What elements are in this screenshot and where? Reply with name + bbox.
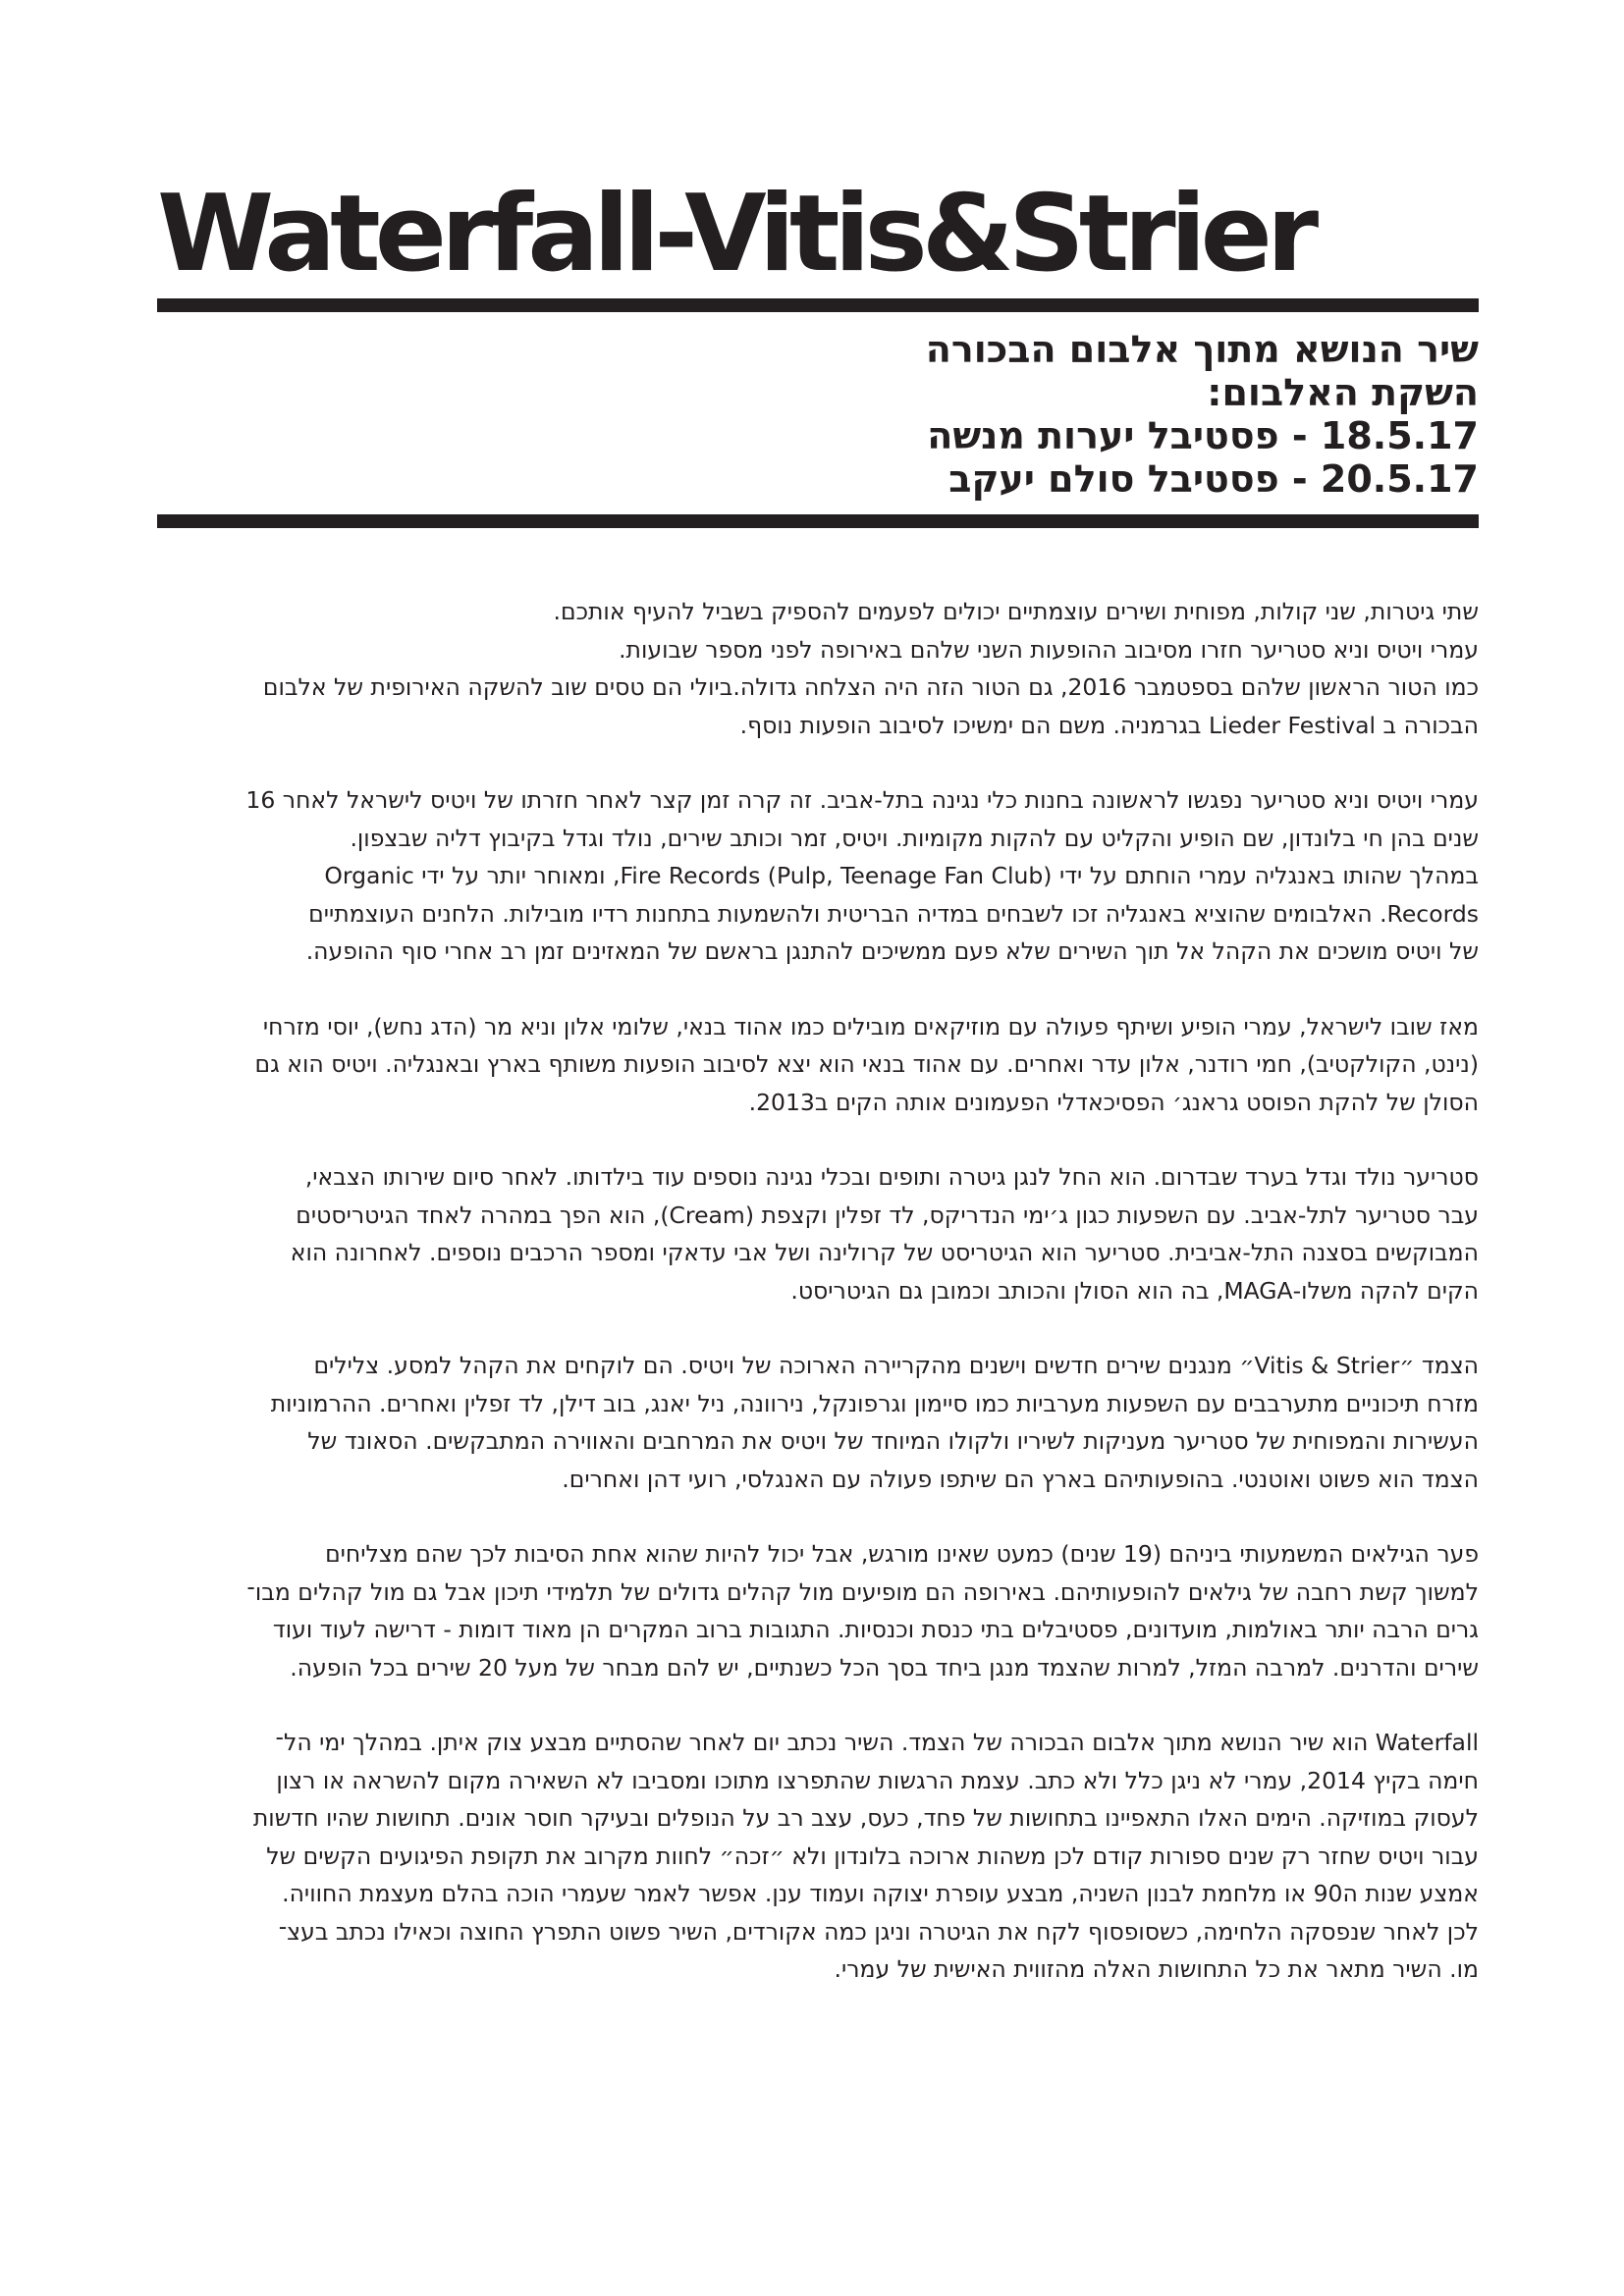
document-page [157,177,1479,2026]
paragraph [157,1008,1479,1122]
paragraph [157,593,1479,744]
text-line: מזרח תיכוניים מתערבבים עם השפעות מערביות כמו סיימון וגרפונקל, נירוונה, ניל יאנג, בוב דילן, לד זפלין ואחרים. ההרמוניות [270,1389,1479,1417]
text-line: הצמד הוא פשוט ואוטנטי. בהופעותיהם בארץ הם שיתפו פעולה עם האנגלסי, רועי דהן ואחרים. [562,1465,1479,1493]
subheading-line: 20.5.17 - פסטיבל סולם יעקב [948,457,1479,501]
text-line: העשירות והמפוחית של סטריער מעניקות לשיריו ולקולו המיוחד של ויטיס את המרחבים והאווירה המתבקשים. הסאונד של [307,1427,1479,1455]
subheading-line: השקת האלבום: [1207,371,1479,414]
text-line: (נינט, הקולקטיב), חמי רודנר, אלון עדר ואחרים. עם אהוד בנאי הוא יצא לסיבוב הופעות משותף בארץ ובאנגליה. ויטיס הוא גם [254,1050,1479,1078]
text-line: למשוך קשת רחבה של גילאים להופעותיהם. באירופה הם מופיעים מול קהלים גדולים של תלמידי תיכון אבל גם מול קהלים מבו־ [246,1577,1479,1606]
text-line: חימה בקיץ 2014, עמרי לא ניגן כלל ולא כתב. עצמת הרגשות שהתפרצו מתוכו ומסביבו לא השאירה מקום להשראה או רצון [276,1766,1479,1794]
subheading-line: שיר הנושא מתוך אלבום הבכורה [925,328,1479,371]
paragraph [157,781,1479,971]
subheading-block [157,328,1479,501]
text-line: עבר סטריער לתל-אביב. עם השפעות כגון ג׳ימי הנדריקס, לד זפלין וקצפת (Cream), הוא הפך במהרה לאחד הגיטריסטים [296,1201,1479,1229]
text-line: Waterfall הוא שיר הנושא מתוך אלבום הבכורה של הצמד. השיר נכתב יום לאחר שהסתיים מבצע צוק איתן. במהלך ימי הל־ [275,1729,1479,1756]
article-body [157,593,1479,1989]
text-line: שנים בהן חי בלונדון, שם הופיע והקליט עם להקות מקומיות. ויטיס, זמר וכותב שירים, נולד וגדל בקיבוץ דליה שבצפון. [350,824,1479,852]
paragraph [157,1158,1479,1309]
page-title: Waterfall-Vitis&Strier [157,177,1314,295]
text-line: לכן לאחר שנפסקה הלחימה, כשסופסוף לקח את הגיטרה וניגן כמה אקורדים, השיר פשוט התפרץ החוצה וכאילו נכתב בעצ־ [278,1917,1479,1946]
subheading-line: 18.5.17 - פסטיבל יערות מנשה [927,414,1479,457]
text-line: מו. השיר מתאר את כל התחושות האלה מהזווית האישית של עמרי. [834,1955,1479,1983]
text-line: הצמד ״Vitis & Strier״ מנגנים שירים חדשים וישנים מהקריירה הארוכה של ויטיס. הם לוקחים את הקהל למסע. צלילים [313,1352,1479,1379]
subheading-divider [157,514,1479,528]
text-line: המבוקשים בסצנה התל-אביבית. סטריער הוא הגיטריסט של קרולינה ושל אבי עדאקי ומספר הרכבים נוספים. לאחרונה הוא [290,1239,1479,1266]
text-line: גרים הרבה יותר באולמות, מועדונים, פסטיבלים בתי כנסת וכנסיות. התגובות ברוב המקרים הן מאוד דומות - דרישה לעוד ועוד [272,1616,1479,1643]
text-line: אמצע שנות ה90 או מלחמת לבנון השניה, מבצע עופרת יצוקה ועמוד ענן. אפשר לאמר שעמרי הוכה בהלם מעצמת החוויה. [282,1880,1479,1907]
text-line: שתי גיטרות, שני קולות, מפוחית ושירים עוצמתיים יכולים לפעמים להספיק בשביל להעיף אותכם. [553,598,1479,625]
title-underline-divider [157,298,1479,312]
text-line: הסולן של להקת הפוסט גראנג׳ הפסיכאדלי הפעמונים אותה הקים ב2013. [748,1088,1479,1116]
text-line: הבכורה ב Lieder Festival בגרמניה. משם הם ימשיכו לסיבוב הופעות נוסף. [739,711,1479,739]
paragraph [157,1535,1479,1686]
paragraph [157,1724,1479,1989]
text-line: עמרי ויטיס וניא סטריער חזרו מסיבוב ההופעות השני שלהם באירופה לפני מספר שבועות. [619,635,1479,664]
text-line: שירים והדרנים. למרבה המזל, למרות שהצמד מנגן ביחד בסך הכל כשנתיים, יש להם מבחר של מעל 20 שירים בכל הופעה. [290,1653,1479,1682]
text-line: כמו הטור הראשון שלהם בספטמבר 2016, גם הטור הזה היה הצלחה גדולה.ביולי הם טסים שוב להשקה האירופית של אלבום [262,673,1479,701]
text-line: עבור ויטיס שחזר רק שנים ספורות קודם לכן משהות ארוכה בלונדון ולא ״זכה״ לחוות מקרוב את תקופת הפיגועים הקשים של [266,1842,1479,1870]
paragraph [157,1347,1479,1498]
text-line: הקים להקה משלו-MAGA, בה הוא הסולן והכותב וכמובן גם הגיטריסט. [790,1276,1479,1305]
text-line: סטריער נולד וגדל בערד שבדרום. הוא החל לנגן גיטרה ותופים ובכלי נגינה נוספים עוד בילדותו. לאחר סיום שירותו הצבאי, [304,1163,1479,1191]
text-line: במהלך שהותו באנגליה עמרי הוחתם על ידי Fire Records (Pulp, Teenage Fan Club), ומאוחר יותר על ידי Organic [324,862,1479,889]
text-line: של ויטיס מושכים את הקהל אל תוך השירים שלא פעם ממשיכים להתנגן בראשם של המאזינים זמן רב אחרי סוף ההופעה. [305,937,1479,965]
text-line: מאז שובו לישראל, עמרי הופיע ושיתף פעולה עם מוזיקאים מובילים כמו אהוד בנאי, שלומי אלון וניא מר (הדג נחש), יוסי מזרחי [262,1012,1479,1041]
text-line: פער הגילאים המשמעותי ביניהם (19 שנים) כמעט שאינו מורגש, אבל יכול להיות שהוא אחת הסיבות לכך שהם מצליחים [325,1540,1479,1568]
text-line: לעסוק במוזיקה. הימים האלו התאפיינו בתחושות של פחד, כעס, עצב רב על הנופלים ובעיקר חוסר אונים. תחושות שהיו חדשות [252,1804,1479,1832]
text-line: Records. האלבומים שהוציא באנגליה זכו לשבחים במדיה הבריטית ולהשמעות בתחנות רדיו מובילות. הלחנים העוצמתיים [308,899,1479,928]
text-line: עמרי ויטיס וניא סטריער נפגשו לראשונה בחנות כלי נגינה בתל-אביב. זה קרה זמן קצר לאחר חזרתו של ויטיס לישראל לאחר 16 [245,786,1479,814]
